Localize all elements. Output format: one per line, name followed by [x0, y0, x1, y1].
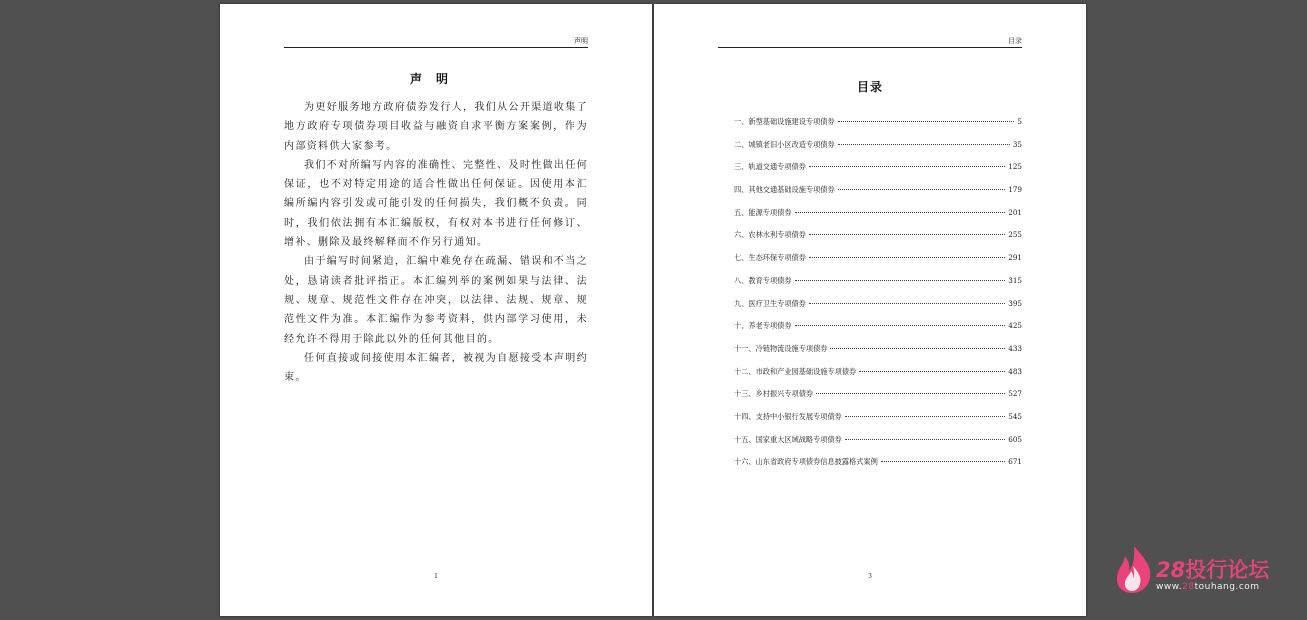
toc-entry[interactable] — [734, 435, 1022, 458]
toc-entry-page: 483 — [1008, 366, 1022, 376]
toc-entry-page: 201 — [1008, 207, 1022, 217]
toc-entry[interactable] — [734, 344, 1022, 367]
toc-entry-page: 527 — [1008, 389, 1022, 399]
toc-entry-label: 八、教育专项债券 — [734, 275, 792, 285]
toc-leader-dots — [881, 461, 1006, 462]
toc-entry-page: 35 — [1012, 139, 1022, 149]
toc-entry[interactable] — [734, 367, 1022, 390]
toc-leader-dots — [830, 348, 1005, 349]
toc-entry-page: 605 — [1008, 434, 1022, 444]
forum-watermark-logo — [1112, 544, 1292, 596]
toc-entry-label: 三、轨道交通专项债券 — [734, 162, 806, 172]
page-declaration — [220, 4, 652, 616]
toc-leader-dots — [859, 371, 1005, 372]
toc-entry-label: 四、其他交通基础设施专项债券 — [734, 185, 835, 195]
toc-leader-dots — [809, 234, 1005, 235]
toc-entry-label: 二、城镇老旧小区改造专项债券 — [734, 139, 835, 149]
toc-entry[interactable] — [734, 299, 1022, 322]
header-rule — [284, 47, 588, 48]
page-table-of-contents — [654, 4, 1086, 616]
toc-entry-label: 一、新型基础设施建设专项债券 — [734, 117, 835, 126]
toc-entry[interactable] — [734, 276, 1022, 299]
toc-entry-label: 十一、冷链物流设施专项债券 — [734, 343, 828, 353]
toc-entry[interactable] — [734, 321, 1022, 344]
toc-entry[interactable] — [734, 140, 1022, 163]
toc-entry-label: 九、医疗卫生专项债券 — [734, 298, 806, 308]
toc-leader-dots — [838, 144, 1010, 145]
toc-entry-page: 433 — [1008, 343, 1022, 353]
toc-entry-label: 十四、支持中小银行发展专项债券 — [734, 411, 842, 421]
toc-entry[interactable] — [734, 389, 1022, 412]
running-head: 目录 — [1008, 37, 1022, 45]
toc-entry-page: 425 — [1008, 321, 1022, 331]
page-number: 3 — [868, 573, 872, 580]
page-title: 目录 — [856, 80, 883, 94]
toc-entry-page: 5 — [1017, 117, 1022, 126]
toc-leader-dots — [795, 280, 1006, 281]
toc-leader-dots — [845, 439, 1005, 440]
toc-leader-dots — [795, 325, 1006, 326]
toc-entry[interactable] — [734, 162, 1022, 185]
table-of-contents — [734, 117, 1022, 480]
page-number: 1 — [434, 573, 438, 580]
brand-name: 28投行论坛 — [1156, 558, 1270, 582]
toc-leader-dots — [845, 416, 1005, 417]
paragraph: 为更好服务地方政府债券发行人，我们从公开渠道收集了地方政府专项债券项目收益与融资自求平衡方案案例，作为内部资料供大家参考。 — [284, 102, 588, 152]
toc-entry-page: 255 — [1008, 230, 1022, 240]
toc-entry[interactable] — [734, 117, 1022, 140]
toc-entry-page: 179 — [1008, 185, 1022, 195]
toc-leader-dots — [795, 212, 1006, 213]
toc-entry-page: 545 — [1008, 411, 1022, 421]
declaration-body — [284, 98, 588, 387]
header-rule — [718, 47, 1022, 48]
toc-leader-dots — [838, 121, 1015, 122]
toc-entry-label: 五、能源专项债券 — [734, 207, 792, 217]
toc-leader-dots — [809, 166, 1005, 167]
toc-entry-label: 十六、山东省政府专项债券信息披露格式案例 — [734, 457, 878, 467]
toc-leader-dots — [809, 303, 1005, 304]
toc-entry[interactable] — [734, 230, 1022, 253]
page-title: 声明 — [409, 72, 462, 86]
site-url: www.28touhang.com — [1156, 582, 1260, 592]
toc-entry-page: 315 — [1008, 275, 1022, 285]
toc-entry-label: 十、养老专项债券 — [734, 321, 792, 331]
toc-entry-page: 291 — [1008, 253, 1022, 263]
toc-entry-label: 七、生态环保专项债券 — [734, 253, 806, 263]
toc-entry[interactable] — [734, 412, 1022, 435]
toc-entry-page: 671 — [1008, 457, 1022, 467]
paragraph: 由于编写时间紧迫，汇编中难免存在疏漏、错误和不当之处，恳请读者批评指正。本汇编列举的案例如果与法律、法规、规章、规范性文件存在冲突，以法律、法规、规章、规范性文件为准。本汇编作为参考资料，供内部学习使用，未经允许不得用于除此以外的任何其他目的。 — [284, 256, 588, 345]
toc-leader-dots — [816, 393, 1005, 394]
toc-entry[interactable] — [734, 457, 1022, 480]
toc-leader-dots — [809, 257, 1005, 258]
toc-entry-label: 十五、国家重大区域战略专项债券 — [734, 434, 842, 444]
toc-entry-label: 六、农林水利专项债券 — [734, 230, 806, 240]
toc-leader-dots — [838, 189, 1006, 190]
toc-entry[interactable] — [734, 185, 1022, 208]
toc-entry[interactable] — [734, 208, 1022, 231]
toc-entry-page: 125 — [1008, 162, 1022, 172]
running-head: 声明 — [574, 37, 588, 45]
toc-entry-page: 395 — [1008, 298, 1022, 308]
paragraph: 我们不对所编写内容的准确性、完整性、及时性做出任何保证，也不对特定用途的适合性做出任何保证。因使用本汇编所编内容引发或可能引发的任何损失，我们概不负责。同时，我们依法拥有本汇编版权，有权对本书进行任何修订、增补、删除及最终解释而不作另行通知。 — [284, 159, 588, 249]
paragraph: 任何直接或间接使用本汇编者，被视为自愿接受本声明约束。 — [284, 352, 588, 384]
toc-entry-label: 十三、乡村振兴专项债券 — [734, 389, 814, 399]
toc-entry-label: 十二、市政和产业园基础设施专项债券 — [734, 366, 857, 376]
toc-entry[interactable] — [734, 253, 1022, 276]
flame-icon — [1112, 544, 1158, 594]
